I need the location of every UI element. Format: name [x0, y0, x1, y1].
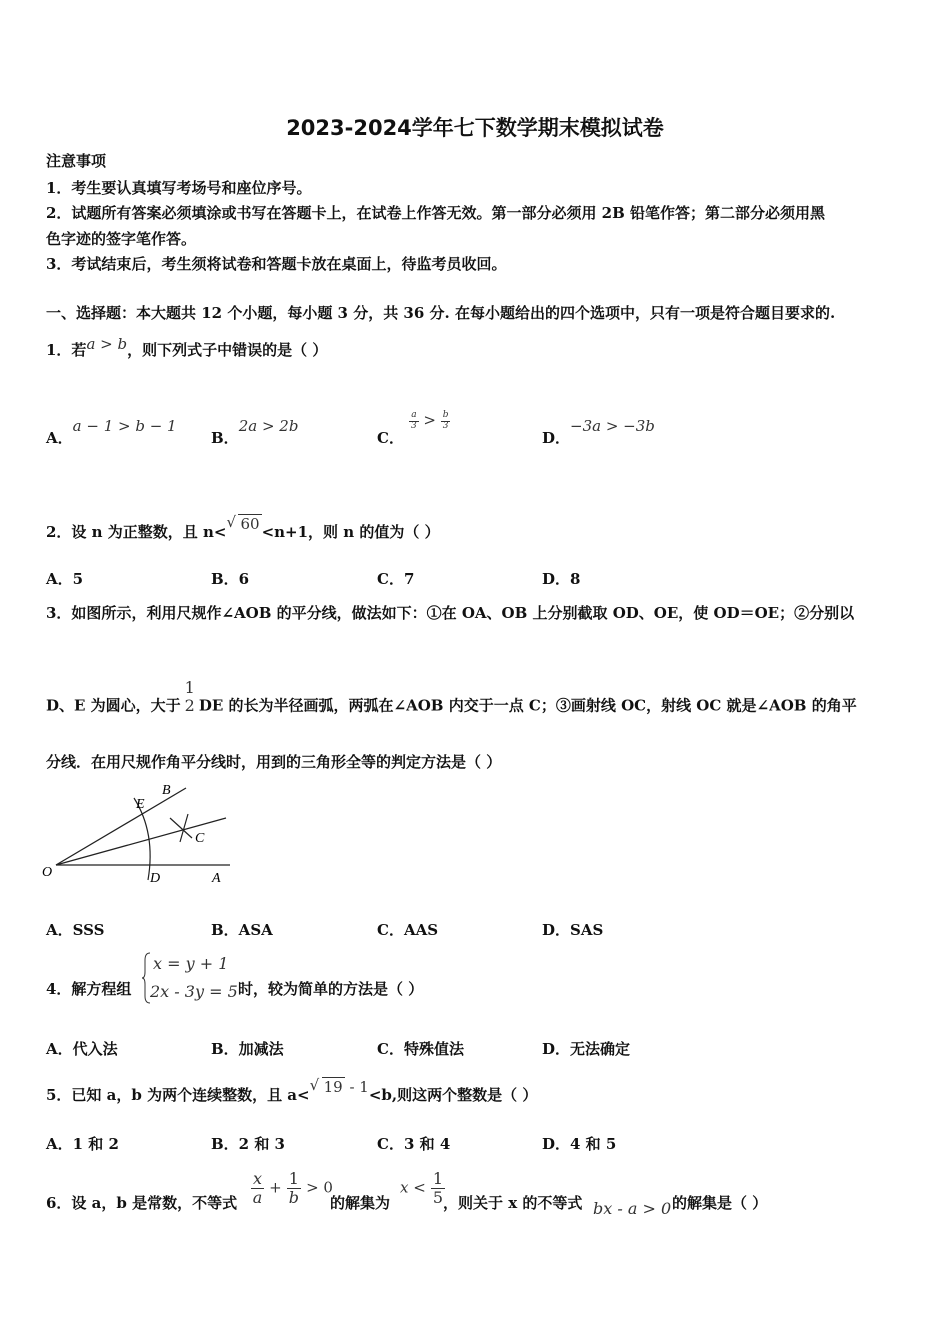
- inequality-1: $\frac{x}{a}$ + $\frac{1}{b}$ > 0: [252, 1169, 333, 1207]
- notice-item-1: 1．考生要认真填写考场号和座位序号。: [46, 179, 312, 197]
- q5-option-c[interactable]: C．3 和 4: [377, 1135, 451, 1153]
- q5-option-d[interactable]: D．4 和 5: [542, 1135, 617, 1153]
- notice-heading: 注意事项: [46, 152, 107, 170]
- equation-1: x = y + 1: [153, 954, 229, 973]
- question-2: 2．设 n 为正整数，且 n< √ 60 <n+1，则 n 的值为（ ）: [46, 513, 440, 541]
- ray-ob: [56, 788, 186, 865]
- question-3-line3: 分线．在用尺规作角平分线时，用到的三角形全等的判定方法是（ ）: [46, 753, 502, 771]
- q1-option-d-math: −3a > −3b: [570, 417, 655, 435]
- q1-option-b-math: 2a > 2b: [238, 417, 299, 435]
- q4-option-b[interactable]: B．加减法: [211, 1040, 284, 1058]
- question-3-line2: D、E 为圆心，大于 1 2 DE 的长为半径画弧，两弧在∠AOB 内交于一点 C；③画射线 OC，射线 OC 就是∠AOB 的角平: [46, 678, 857, 715]
- q5-option-a[interactable]: A．1 和 2: [46, 1135, 119, 1153]
- q1-option-a[interactable]: A．a − 1 > b − 1: [46, 417, 177, 447]
- label-o: O: [42, 865, 53, 880]
- notice-item-2: 2．试题所有答案必须填涂或书写在答题卡上，在试卷上作答无效。第一部分必须用 2B 铅笔作答；第二部分必须用黑: [46, 204, 826, 222]
- notice-item-2-cont: 色字迹的签字笔作答。: [46, 230, 197, 248]
- q4-option-a[interactable]: A．代入法: [46, 1040, 118, 1058]
- question-6-mid: 的解集为: [330, 1194, 391, 1212]
- question-5: 5．已知 a，b 为两个连续整数，且 a< √ 19 - 1<b,则这两个整数是（ ）: [46, 1076, 538, 1104]
- q4-option-c[interactable]: C．特殊值法: [377, 1040, 464, 1058]
- q3-option-a[interactable]: A．SSS: [46, 921, 105, 939]
- q1-option-d[interactable]: D．−3a > −3b: [542, 417, 655, 447]
- sqrt-19: √ 19: [309, 1076, 343, 1096]
- page-title: 2023-2024学年七下数学期末模拟试卷: [286, 116, 664, 140]
- q2-option-a[interactable]: A．5: [46, 570, 84, 588]
- q1-option-b[interactable]: B．2a > 2b: [211, 417, 299, 447]
- q2-option-b[interactable]: B．6: [211, 570, 250, 588]
- q3-option-d[interactable]: D．SAS: [542, 921, 604, 939]
- q1-condition: a > b: [86, 335, 128, 353]
- question-1: [46, 335, 328, 360]
- label-b: B: [162, 783, 171, 798]
- q2-option-d[interactable]: D．8: [542, 570, 581, 588]
- q4-option-d[interactable]: D．无法确定: [542, 1040, 631, 1058]
- q1-option-a-math: a − 1 > b − 1: [72, 417, 177, 435]
- question-4-pre: 4．解方程组: [46, 980, 132, 998]
- question-6-post: 的解集是（ ）: [672, 1194, 768, 1212]
- question-6-mid2: ，则关于 x 的不等式: [443, 1194, 583, 1212]
- question-6-pre: 6．设 a，b 是常数，不等式: [46, 1194, 238, 1212]
- q1-pre: 1．若: [46, 341, 87, 359]
- q2-option-c[interactable]: C．7: [377, 570, 415, 588]
- q1-option-c-math: $\frac{a}{3}$ > $\frac{b}{3}$: [411, 409, 449, 431]
- question-4-post: 时，较为简单的方法是（ ）: [238, 980, 424, 998]
- label-c: C: [195, 831, 205, 846]
- inequality-2: bx - a > 0: [593, 1199, 672, 1218]
- label-d: D: [150, 871, 161, 886]
- q3-option-b[interactable]: B．ASA: [211, 921, 273, 939]
- notice-item-3: 3．考试结束后，考生须将试卷和答题卡放在桌面上，待监考员收回。: [46, 255, 507, 273]
- angle-bisector-figure: [40, 778, 240, 888]
- q1-post: ，则下列式子中错误的是（ ）: [127, 341, 328, 359]
- section-heading: 一、选择题：本大题共 12 个小题，每小题 3 分，共 36 分. 在每小题给出的四个选项中，只有一项是符合题目要求的.: [46, 304, 836, 322]
- q5-option-b[interactable]: B．2 和 3: [211, 1135, 285, 1153]
- sqrt-60: √ 60: [226, 513, 260, 533]
- question-3-line1: 3．如图所示，利用尺规作∠AOB 的平分线，做法如下：①在 OA、OB 上分别截取 OD、OE，使 OD＝OE；②分别以: [46, 604, 855, 622]
- q3-option-c[interactable]: C．AAS: [377, 921, 439, 939]
- label-e: E: [136, 797, 145, 812]
- equation-2: 2x - 3y = 5: [150, 982, 238, 1001]
- label-a: A: [212, 871, 221, 886]
- q1-option-c[interactable]: C． $\frac{a}{3}$ > $\frac{b}{3}$: [377, 409, 449, 447]
- solution-set: x < $\frac{1}{5}$: [400, 1169, 444, 1207]
